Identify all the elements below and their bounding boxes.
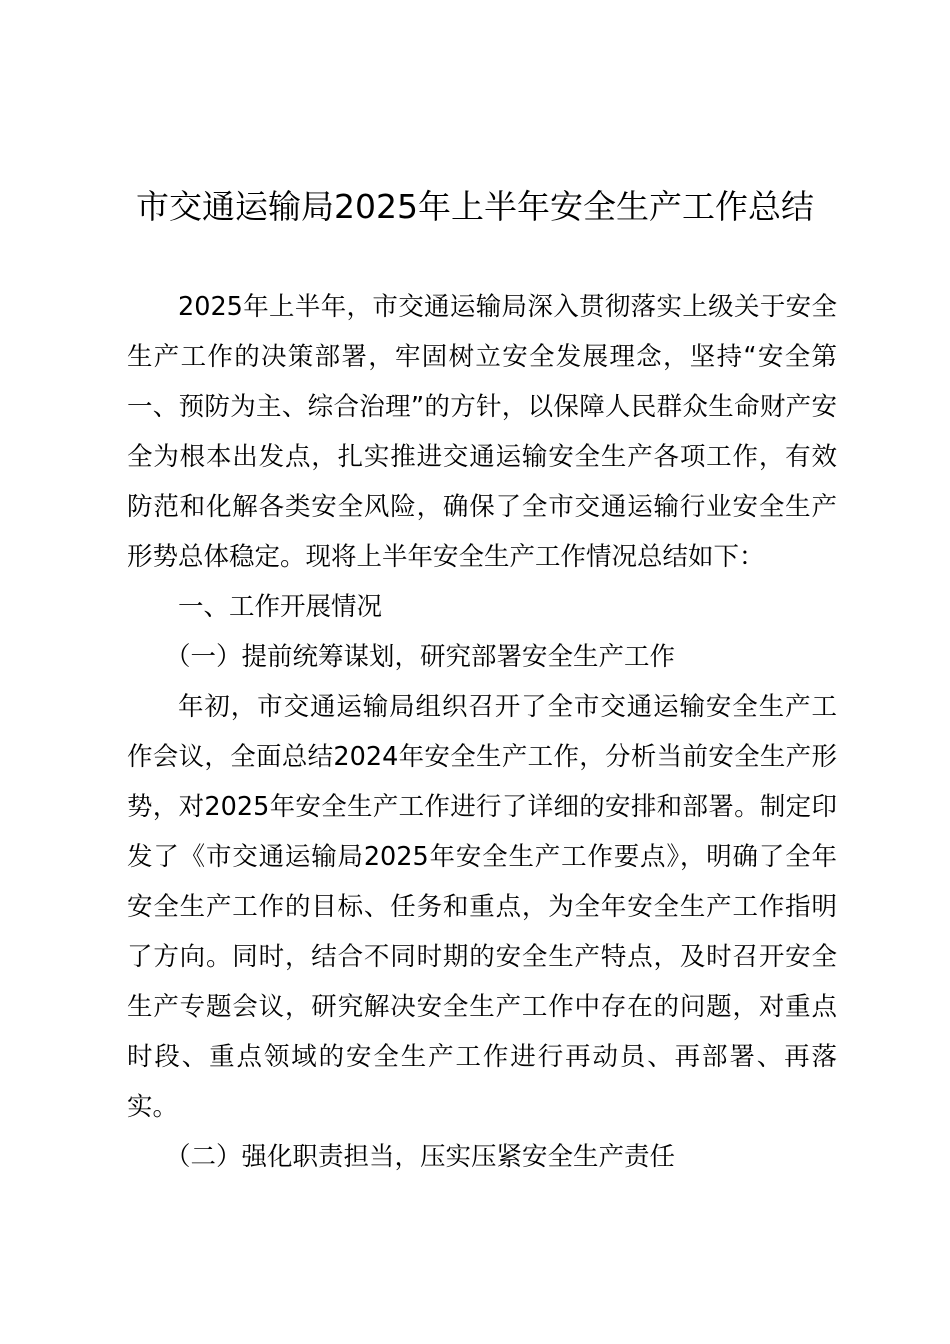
subsection-1-paragraph: 年初，市交通运输局组织召开了全市交通运输安全生产工作会议，全面总结2024年安全生产工作，分析当前安全生产形势，对2025年安全生产工作进行了详细的安排和部署。制定印发了《市交通运输局2025年安全生产工作要点》，明确了全年安全生产工作的目标、任务和重点，为全年安全生产工作指明了方向。同时，结合不同时期的安全生产特点，及时召开安全生产专题会议，研究解决安全生产工作中存在的问题，对重点时段、重点领域的安全生产工作进行再动员、再部署、再落实。: [127, 692, 837, 1122]
subsection-heading-2: （二）强化职责担当，压实压紧安全生产责任: [165, 1142, 676, 1172]
intro-paragraph: 2025年上半年，市交通运输局深入贯彻落实上级关于安全生产工作的决策部署，牢固树立安全发展理念，坚持“安全第一、预防为主、综合治理”的方针，以保障人民群众生命财产安全为根本出发点，扎实推进交通运输安全生产各项工作，有效防范和化解各类安全风险，确保了全市交通运输行业安全生产形势总体稳定。现将上半年安全生产工作情况总结如下：: [127, 292, 837, 572]
document-title: 市交通运输局2025年上半年安全生产工作总结: [136, 187, 814, 226]
section-heading-1: 一、工作开展情况: [178, 592, 383, 622]
subsection-heading-1: （一）提前统筹谋划，研究部署安全生产工作: [165, 642, 676, 672]
document-body: [127, 282, 837, 1182]
